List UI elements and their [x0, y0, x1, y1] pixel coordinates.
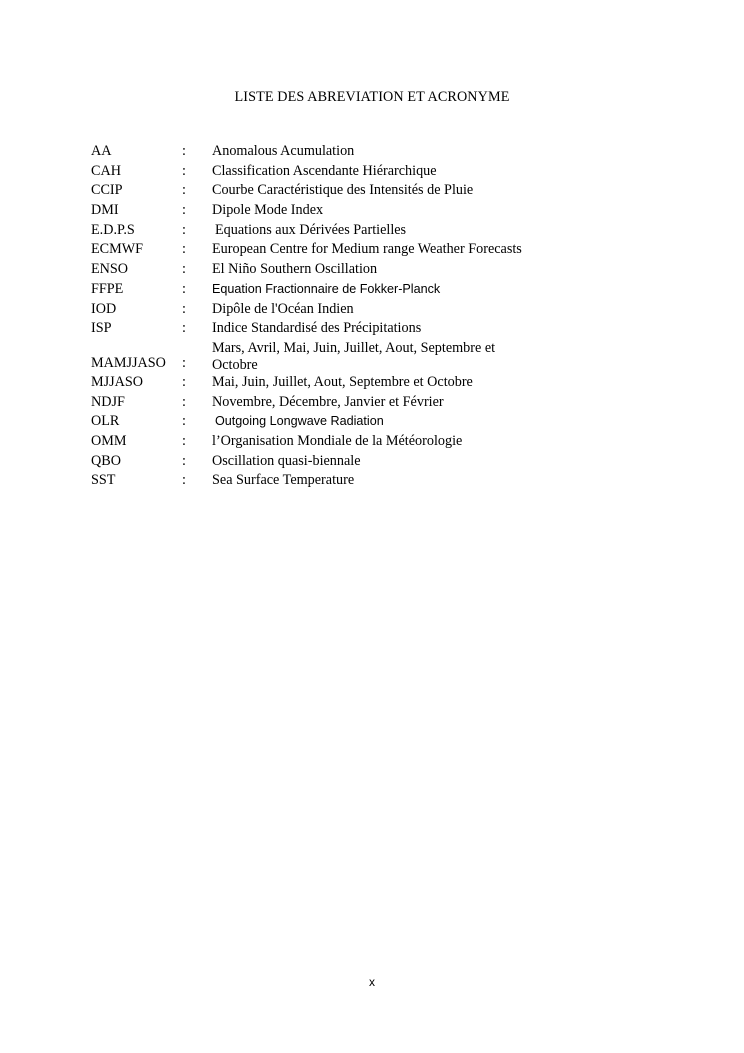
abbreviation: OMM: [91, 432, 127, 449]
abbreviation: ENSO: [91, 261, 129, 278]
definition: Outgoing Longwave Radiation: [215, 414, 384, 429]
abbreviation: ECMWF: [91, 241, 144, 258]
separator: :: [182, 261, 186, 278]
separator: :: [182, 280, 186, 297]
separator: :: [182, 221, 186, 238]
separator: :: [182, 452, 186, 469]
definition: Sea Surface Temperature: [212, 472, 355, 489]
list-item: [91, 260, 691, 280]
list-item: [91, 201, 691, 221]
list-item: [91, 432, 691, 452]
definition: Dipole Mode Index: [212, 202, 324, 219]
abbreviation: FFPE: [91, 280, 124, 297]
separator: :: [182, 432, 186, 449]
definition: Mai, Juin, Juillet, Aout, Septembre et Octobre: [212, 373, 473, 390]
definition: Equation Fractionnaire de Fokker-Planck: [212, 281, 441, 296]
abbreviation: OLR: [91, 413, 120, 430]
abbreviation: MAMJJASO: [91, 354, 166, 371]
separator: :: [182, 202, 186, 219]
definition: Oscillation quasi-biennale: [212, 452, 361, 469]
page-number: x: [369, 975, 375, 989]
definition: Novembre, Décembre, Janvier et Février: [212, 393, 444, 410]
separator: :: [182, 143, 186, 159]
abbreviation: AA: [91, 143, 112, 159]
separator: :: [182, 354, 186, 371]
definition: Anomalous Acumulation: [212, 143, 355, 159]
list-item: [91, 393, 691, 413]
list-item: [91, 162, 691, 182]
abbreviation: DMI: [91, 202, 119, 219]
definition: El Niño Southern Oscillation: [212, 261, 378, 278]
abbreviation: SST: [91, 472, 116, 489]
abbreviation: IOD: [91, 300, 117, 317]
list-item: [91, 373, 691, 393]
abbreviation: NDJF: [91, 393, 125, 410]
abbreviation: ISP: [91, 320, 112, 337]
separator: :: [182, 393, 186, 410]
separator: :: [182, 182, 186, 199]
list-item: [91, 181, 691, 201]
abbreviation: MJJASO: [91, 373, 144, 390]
list-item: [91, 221, 691, 241]
separator: :: [182, 373, 186, 390]
definition: Equations aux Dérivées Partielles: [215, 221, 407, 238]
definition: [212, 339, 495, 374]
abbreviation: QBO: [91, 452, 121, 469]
list-item: [91, 280, 691, 300]
definition-line-1: Mars, Avril, Mai, Juin, Juillet, Aout, Septembre et: [212, 340, 496, 357]
list-item: [91, 471, 691, 491]
definition: European Centre for Medium range Weather Forecasts: [212, 241, 522, 258]
separator: :: [182, 320, 186, 337]
list-item: [91, 142, 691, 162]
list-item: [91, 240, 691, 260]
list-item: [91, 319, 691, 339]
list-item: [91, 412, 691, 432]
list-item: [91, 452, 691, 472]
definition: Indice Standardisé des Précipitations: [212, 320, 422, 337]
definition: Courbe Caractéristique des Intensités de Pluie: [212, 182, 474, 199]
abbreviation-list: [91, 142, 691, 491]
separator: :: [182, 241, 186, 258]
definition: Dipôle de l'Océan Indien: [212, 300, 354, 317]
abbreviation: E.D.P.S: [91, 221, 135, 238]
separator: :: [182, 413, 186, 430]
definition: Classification Ascendante Hiérarchique: [212, 162, 437, 179]
separator: :: [182, 162, 186, 179]
abbreviation: CCIP: [91, 182, 123, 199]
abbreviation: CAH: [91, 162, 121, 179]
definition: l’Organisation Mondiale de la Météorologie: [212, 432, 463, 449]
list-item: [91, 339, 691, 373]
separator: :: [182, 472, 186, 489]
definition-line-2: Octobre: [212, 356, 258, 373]
page-title: LISTE DES ABREVIATION ET ACRONYME: [234, 89, 510, 105]
separator: :: [182, 300, 186, 317]
list-item: [91, 300, 691, 320]
